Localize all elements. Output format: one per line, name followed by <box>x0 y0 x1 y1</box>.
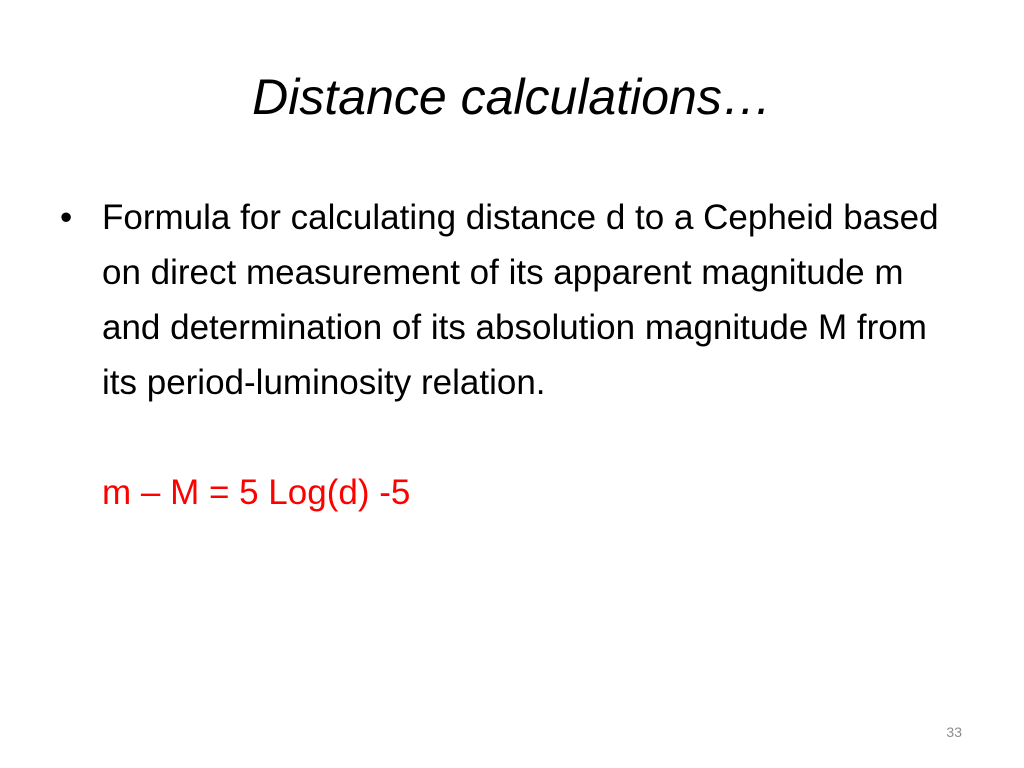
bullet-dot-icon: • <box>60 198 73 237</box>
formula: m – M = 5 Log(d) -5 <box>102 473 411 512</box>
bullet-text: Formula for calculating distance d to a Cepheid based on direct measurement of its apparent magnitude m and determination of its absolution magnitude M from its period-luminosity relation. <box>102 198 939 402</box>
slide-content <box>60 190 960 520</box>
slide-number: 33 <box>946 724 962 740</box>
slide-title: Distance calculations… <box>252 69 772 125</box>
bullet-item <box>60 190 960 520</box>
